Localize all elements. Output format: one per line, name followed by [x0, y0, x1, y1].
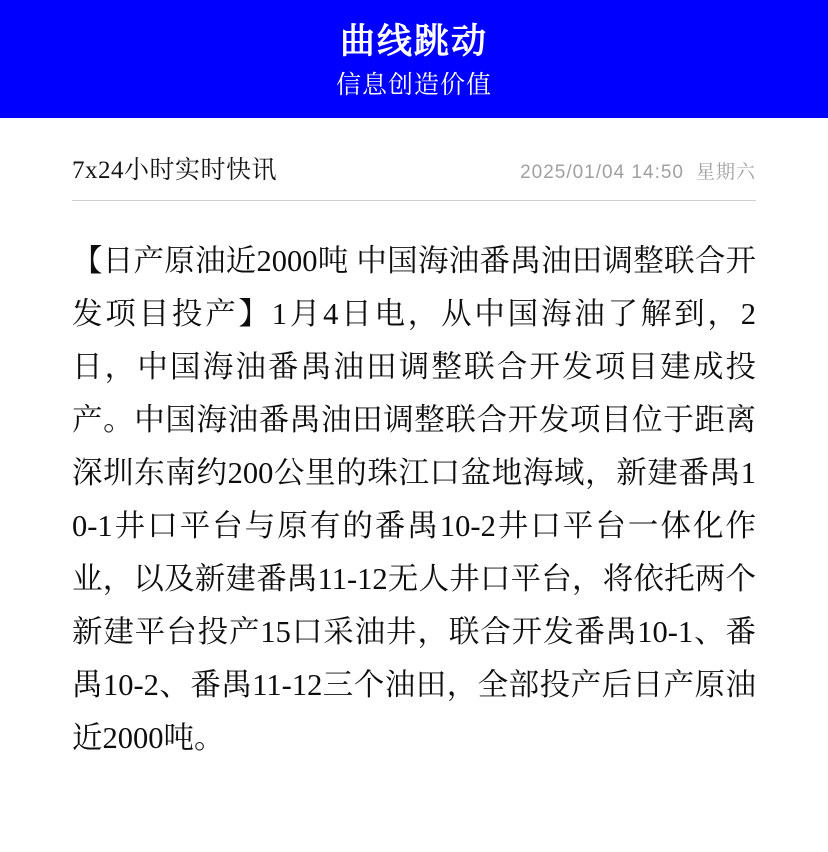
app-title: 曲线跳动: [339, 22, 488, 61]
article: [72, 201, 756, 765]
app-banner: [0, 0, 828, 118]
app-subtitle: 信息创造价值: [335, 70, 492, 99]
section-label: 7x24小时实时快讯: [72, 157, 278, 184]
meta-bar: [72, 118, 756, 201]
timestamp: 2025/01/04 14:50: [520, 162, 684, 183]
article-body-text: 【日产原油近2000吨 中国海油番禺油田调整联合开发项目投产】1月4日电，从中国海油了解到，2日，中国海油番禺油田调整联合开发项目建成投产。中国海油番禺油田调整联合开发项目位于距离深圳东南约200公里的珠江口盆地海域，新建番禺10-1井口平台与原有的番禺10-2井口平台一体化作业，以及新建番禺11-12无人井口平台，将依托两个新建平台投产15口采油井，联合开发番禺10-1、番禺10-2、番禺11-12三个油田，全部投产后日产原油近2000吨。: [72, 244, 756, 755]
weekday-label: 星期六: [695, 162, 756, 183]
